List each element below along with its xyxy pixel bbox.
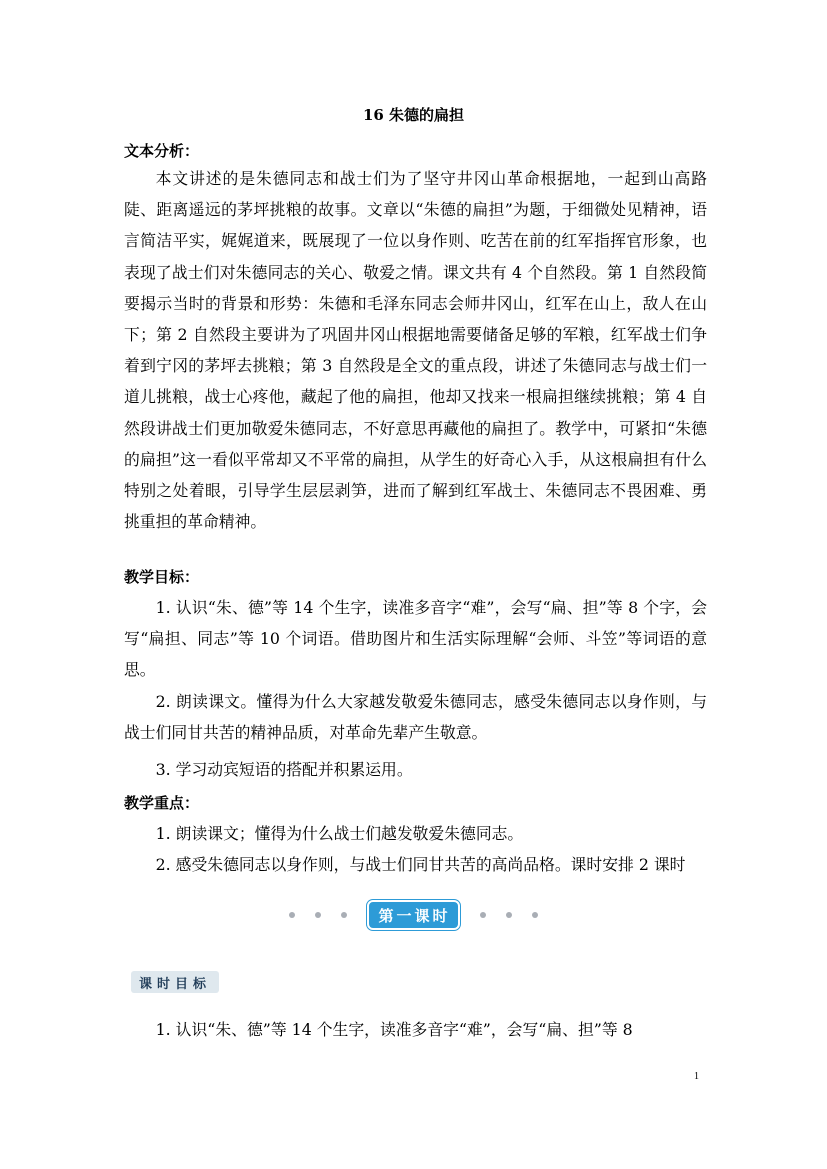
- dot-icon: [289, 912, 295, 918]
- goal-item-3: 3. 学习动宾短语的搭配并积累运用。: [155, 760, 413, 779]
- analysis-heading: 文本分析：: [124, 142, 200, 160]
- lesson-label-char: 第: [378, 906, 395, 925]
- dot-icon: [315, 912, 321, 918]
- dot-icon: [341, 912, 347, 918]
- dot-icon: [532, 912, 538, 918]
- dot-icon: [480, 912, 486, 918]
- key-point-item-2: 2. 感受朱德同志以身作则，与战士们同甘共苦的高尚品格。课时安排 2 课时: [155, 855, 686, 874]
- page-title: 16 朱德的扁担: [362, 106, 465, 124]
- page-number: 1: [694, 1071, 699, 1082]
- goals-heading: 教学目标：: [124, 568, 200, 586]
- key-points-heading: 教学重点：: [124, 794, 200, 812]
- analysis-body: 本文讲述的是朱德同志和战士们为了坚守井冈山革命根据地，一起到山高路陡、距离遥远的茅坪挑粮的故事。文章以“朱德的扁担”为题，于细微处见精神，语言简洁平实，娓娓道来，既展现了一位以身作则、吃苦在前的红军指挥官形象，也表现了战士们对朱德同志的关心、敬爱之情。课文共有 4 个自然段。第 1 自然段简要揭示当时的背景和形势：朱德和毛泽东同志会师井冈山，红军在山上，敌人在山下；第 2 自然段主要讲为了巩固井冈山根据地需要储备足够的军粮，红军战士们争着到宁冈的茅坪去挑粮；第 3 自然段是全文的重点段，讲述了朱德同志与战士们一道儿挑粮，战士心疼他，藏起了他的扁担，他却又找来一根扁担继续挑粮；第 4 自然段讲战士们更加敬爱朱德同志，不好意思再藏他的扁担了。教学中，可紧扣“朱德的扁担”这一看似平常却又不平常的扁担，从学生的好奇心入手，从这根扁担有什么特别之处着眼，引导学生层层剥笋，进而了解到红军战士、朱德同志不畏困难、勇挑重担的革命精神。: [124, 169, 707, 532]
- lesson-goal-item-1: 1. 认识“朱、德”等 14 个生字，读准多音字“难”，会写“扁、担”等 8: [155, 1020, 633, 1039]
- lesson-label-char: 时: [432, 906, 449, 925]
- lesson-label-char: 一: [396, 906, 413, 925]
- lesson-label: [367, 900, 459, 930]
- dot-icon: [506, 912, 512, 918]
- lesson-goals-badge: 课时目标: [131, 971, 219, 993]
- key-point-item-1: 1. 朗读课文；懂得为什么战士们越发敬爱朱德同志。: [155, 824, 524, 843]
- goal-item-1: 1. 认识“朱、德”等 14 个生字，读准多音字“难”，会写“扁、担”等 8 个字，会写“扁担、同志”等 10 个词语。借助图片和生活实际理解“会师、斗笠”等词语的意思。: [124, 598, 707, 680]
- lesson-banner: [0, 899, 827, 931]
- lesson-label-char: 课: [414, 906, 431, 925]
- goal-item-2: 2. 朗读课文。懂得为什么大家越发敬爱朱德同志，感受朱德同志以身作则，与战士们同甘共苦的精神品质，对革命先辈产生敬意。: [124, 692, 707, 743]
